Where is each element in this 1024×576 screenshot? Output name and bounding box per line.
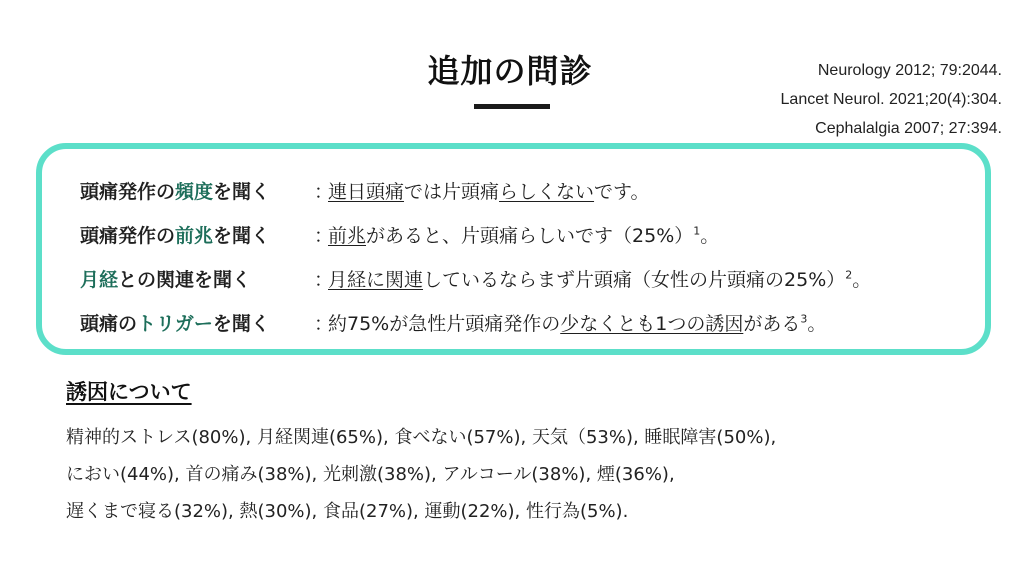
- page-title: 追加の問診: [427, 52, 593, 90]
- label-colon: ：: [314, 269, 334, 291]
- answer-text: 連日頭痛では片頭痛らしくないです。: [328, 181, 650, 203]
- factors-line-3: 遅くまで寝る(32%), 熱(30%), 食品(27%), 運動(22%), 性行為(5%).: [66, 501, 629, 522]
- reference-2: Lancet Neurol. 2021;20(4):304.: [780, 91, 1002, 108]
- label-colon: ：: [314, 313, 334, 335]
- reference-3: Cephalalgia 2007; 27:394.: [815, 120, 1002, 137]
- question-label: 頭痛発作の前兆を聞く: [80, 225, 271, 247]
- answer-text: 約75%が急性片頭痛発作の少なくとも1つの誘因がある$^3$。: [328, 312, 827, 335]
- factors-heading: 誘因について: [66, 380, 192, 404]
- question-label: 頭痛のトリガーを聞く: [80, 313, 270, 335]
- question-row-menstruation: [80, 267, 871, 293]
- label-colon: ：: [314, 181, 334, 203]
- answer-text: 月経に関連しているならまず片頭痛（女性の片頭痛の25%）$^2$。: [328, 268, 872, 291]
- questions-box: [36, 143, 991, 355]
- references: [781, 56, 1002, 143]
- factors-line-2: におい(44%), 首の痛み(38%), 光刺激(38%), アルコール(38%), 煙(36%),: [66, 464, 675, 485]
- question-row-aura: [80, 223, 719, 249]
- title-underline: [474, 104, 550, 109]
- question-row-trigger: [80, 311, 826, 337]
- question-row-frequency: [80, 179, 650, 205]
- question-label: 月経との関連を聞く: [80, 269, 252, 291]
- question-label: 頭痛発作の頻度を聞く: [80, 181, 271, 203]
- factors-line-1: 精神的ストレス(80%), 月経関連(65%), 食べない(57%), 天気（53%), 睡眠障害(50%),: [66, 427, 777, 448]
- label-colon: ：: [314, 225, 334, 247]
- answer-text: 前兆があると、片頭痛らしいです$(25\%)^1$。: [328, 224, 720, 247]
- reference-1: Neurology 2012; 79:2044.: [817, 62, 1002, 79]
